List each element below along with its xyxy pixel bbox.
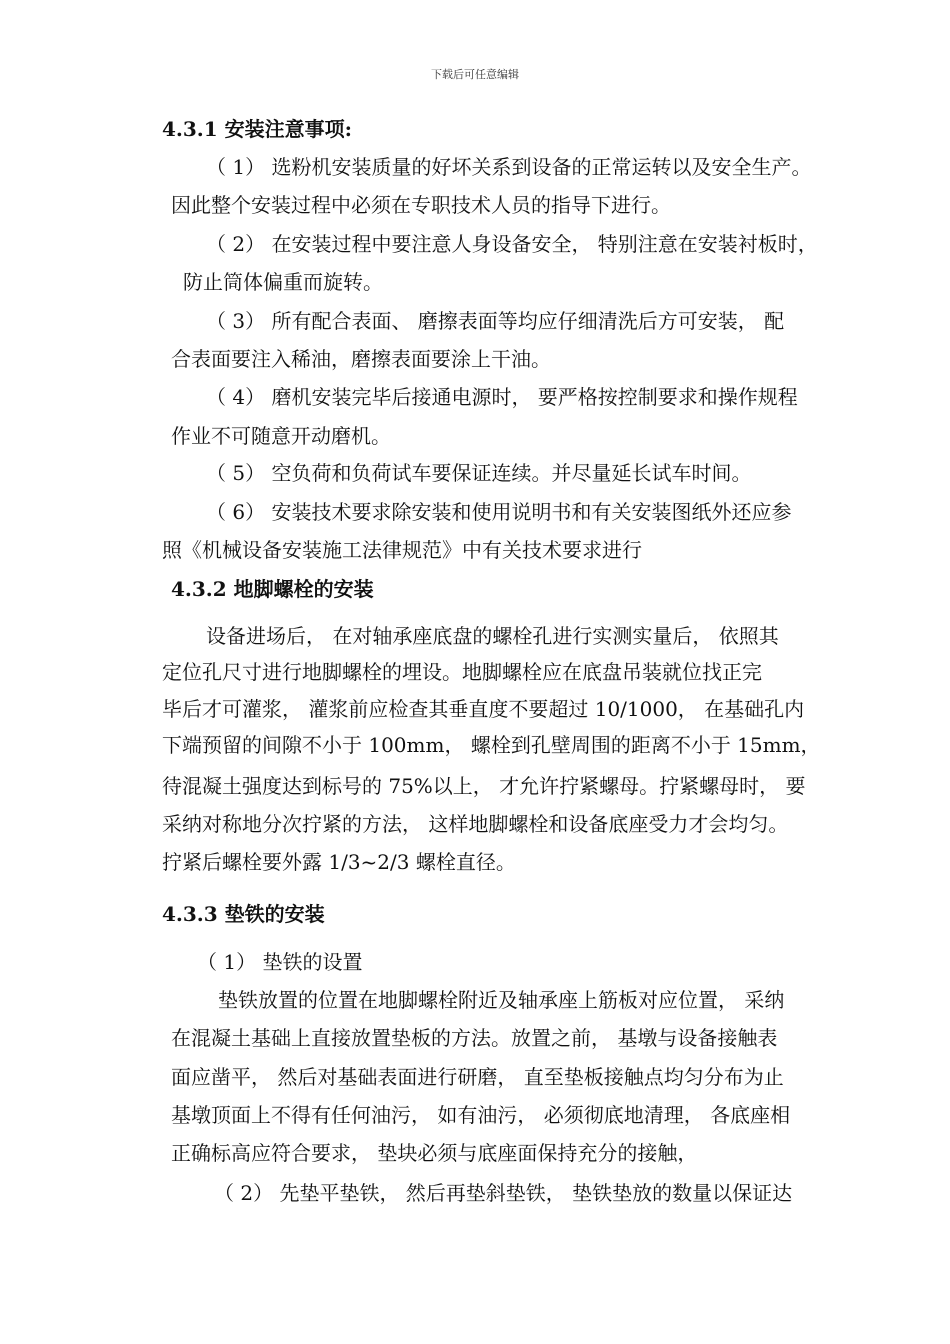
section-431-heading: 4.3.1 安装注意事项: bbox=[162, 117, 353, 141]
paragraph-line: 下端预留的间隙不小于 100mm， 螺栓到孔壁周围的距离不小于 15mm， bbox=[162, 733, 821, 757]
paragraph-line: 面应凿平， 然后对基础表面进行研磨， 直至垫板接触点均匀分布为止 bbox=[171, 1065, 784, 1089]
paragraph-line: （ 2） 先垫平垫铁， 然后再垫斜垫铁， 垫铁垫放的数量以保证达 bbox=[214, 1181, 793, 1205]
paragraph-line: 设备进场后， 在对轴承座底盘的螺栓孔进行实测实量后， 依照其 bbox=[206, 624, 779, 648]
paragraph-line: （ 4） 磨机安装完毕后接通电源时， 要严格按控制要求和操作规程 bbox=[206, 385, 798, 409]
paragraph-line: 作业不可随意开动磨机。 bbox=[171, 424, 391, 448]
paragraph-line: 待混凝土强度达到标号的 75%以上， 才允许拧紧螺母。拧紧螺母时， 要 bbox=[162, 774, 806, 798]
page-header: 下载后可任意编辑 bbox=[431, 68, 519, 81]
paragraph-line: 防止筒体偏重而旋转。 bbox=[183, 270, 383, 294]
paragraph-line: 基墩顶面上不得有任何油污， 如有油污， 必须彻底地清理， 各底座相 bbox=[171, 1103, 791, 1127]
paragraph-line: 因此整个安装过程中必须在专职技术人员的指导下进行。 bbox=[171, 193, 671, 217]
paragraph-line: 合表面要注入稀油，磨擦表面要涂上干油。 bbox=[171, 347, 551, 371]
paragraph-line: 正确标高应符合要求， 垫块必须与底座面保持充分的接触， bbox=[171, 1141, 698, 1165]
paragraph-line: （ 5） 空负荷和负荷试车要保证连续。并尽量延长试车时间。 bbox=[206, 461, 752, 485]
paragraph-line: 采纳对称地分次拧紧的方法， 这样地脚螺栓和设备底座受力才会均匀。 bbox=[162, 812, 789, 836]
paragraph-line: （ 3） 所有配合表面、 磨擦表面等均应仔细清洗后方可安装， 配 bbox=[206, 309, 785, 333]
paragraph-line: 毕后才可灌浆， 灌浆前应检查其垂直度不要超过 10/1000， 在基础孔内 bbox=[162, 697, 805, 721]
section-432-heading: 4.3.2 地脚螺栓的安装 bbox=[171, 577, 374, 601]
paragraph-line: 在混凝土基础上直接放置垫板的方法。放置之前， 基墩与设备接触表 bbox=[171, 1026, 778, 1050]
section-433-heading: 4.3.3 垫铁的安装 bbox=[162, 902, 325, 926]
paragraph-line: 照《机械设备安装施工法律规范》中有关技术要求进行 bbox=[162, 538, 642, 562]
paragraph-line: （ 1） 选粉机安装质量的好坏关系到设备的正常运转以及安全生产。 bbox=[206, 155, 812, 179]
paragraph-line: 拧紧后螺栓要外露 1/3~2/3 螺栓直径。 bbox=[162, 850, 516, 874]
paragraph-line: （ 6） 安装技术要求除安装和使用说明书和有关安装图纸外还应参 bbox=[206, 500, 792, 524]
paragraph-line: （ 2） 在安装过程中要注意人身设备安全， 特别注意在安装衬板时， bbox=[206, 232, 818, 256]
paragraph-line: 垫铁放置的位置在地脚螺栓附近及轴承座上筋板对应位置， 采纳 bbox=[218, 988, 785, 1012]
paragraph-line: 定位孔尺寸进行地脚螺栓的埋设。地脚螺栓应在底盘吊装就位找正完 bbox=[162, 660, 762, 684]
sub-heading: （ 1） 垫铁的设置 bbox=[197, 950, 363, 974]
